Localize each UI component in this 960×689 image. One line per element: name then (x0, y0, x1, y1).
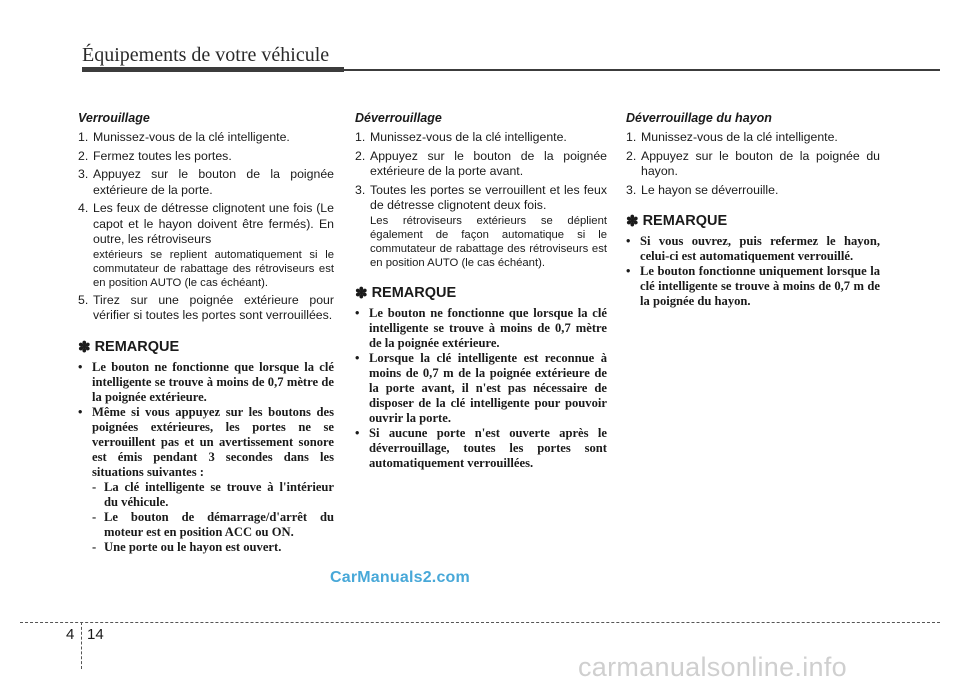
header-line (344, 69, 940, 71)
section-title: Verrouillage (78, 111, 150, 125)
section-title: Déverrouillage du hayon (626, 111, 772, 125)
asterisk-icon: ✽ (355, 284, 368, 302)
list-item: • Même si vous appuyez sur les boutons des poignées extérieures, les portes ne se verrouillent pas et un avertissement sonore est émis pendant 3 secondes dans les situations suivantes : - La clé intelligente se trouve à l'intérieur du véhicule. - Le bouton de démarrage/d'arrêt du moteur est en position ACC ou ON. - Une porte ou le hayon est ouvert. (78, 404, 334, 554)
footer-divider (20, 622, 940, 623)
list-item: 1. Munissez-vous de la clé intelligente. (78, 130, 290, 144)
remark-heading: ✽ REMARQUE (626, 213, 728, 230)
list-item: • Si vous ouvrez, puis refermez le hayon, celui-ci est automatiquement verrouillé. (626, 234, 880, 263)
list-item: 3. Appuyez sur le bouton de la poignée extérieure de la porte. (78, 167, 334, 197)
list-item: 3. Toutes les portes se verrouillent et les feux de détresse clignotent deux fois. Les rétroviseurs extérieurs se déplient également de façon automatique si le commutateur de rabattage des rétroviseurs est en position AUTO (le cas échéant). (355, 182, 607, 269)
steps-list (355, 130, 607, 270)
list-item: 1. Munissez-vous de la clé intelligente. (355, 130, 567, 144)
list-item: 3. Le hayon se déverrouille. (626, 182, 779, 197)
list-item: 1. Munissez-vous de la clé intelligente. (626, 130, 838, 144)
remark-list (355, 306, 607, 471)
watermark-text: carmanualsonline.info (578, 652, 847, 682)
sub-item: - Une porte ou le hayon est ouvert. (92, 539, 282, 554)
asterisk-icon: ✽ (78, 338, 91, 356)
header-bar (82, 67, 344, 72)
sub-item: - Le bouton de démarrage/d'arrêt du moteur est en position ACC ou ON. (92, 509, 334, 539)
steps-list (78, 130, 334, 324)
list-item: • Le bouton ne fonctionne que lorsque la clé intelligente se trouve à moins de 0,7 mètre de la poignée extérieure. (355, 305, 607, 350)
section-title: Déverrouillage (355, 111, 442, 125)
remark-heading: ✽ REMARQUE (78, 338, 180, 356)
remark-heading: ✽ REMARQUE (355, 284, 457, 302)
column-deverrouillage (355, 111, 607, 471)
column-deverrouillage-hayon (626, 111, 880, 309)
remark-list (626, 234, 880, 309)
header-title: Équipements de votre véhicule (82, 44, 330, 66)
list-item: • Le bouton ne fonctionne que lorsque la clé intelligente se trouve à moins de 0,7 mètre de la poignée extérieure. (78, 359, 334, 404)
watermark-link[interactable]: CarManuals2.com (330, 569, 470, 586)
remark-list (78, 360, 334, 555)
steps-list (626, 130, 880, 198)
list-item: 4. Les feux de détresse clignotent une fois (Le capot et le hayon doivent être fermés). En outre, les rétroviseurs extérieurs se replient automatiquement si le commutateur de rabattage des rétroviseurs est en position AUTO (le cas échéant). (78, 201, 334, 289)
footer-vertical-divider (81, 622, 82, 669)
chapter-number: 4 (66, 626, 75, 643)
page-number: 14 (87, 626, 104, 643)
list-item: 5. Tirez sur une poignée extérieure pour vérifier si toutes les portes sont verrouillées. (78, 292, 334, 322)
list-item: • Si aucune porte n'est ouverte après le déverrouillage, toutes les portes sont automatiquement verrouillées. (355, 425, 607, 470)
list-item: • Lorsque la clé intelligente est reconnue à moins de 0,7 m de la poignée extérieure de la porte avant, il n'est pas nécessaire de disposer de la clé intelligente pour pouvoir ouvrir la porte. (355, 350, 607, 425)
list-item: • Le bouton fonctionne uniquement lorsque la clé intelligente se trouve à moins de 0,7 m de la poignée du hayon. (626, 264, 880, 308)
column-verrouillage (78, 111, 334, 555)
asterisk-icon: ✽ (626, 213, 639, 230)
list-item: 2. Fermez toutes les portes. (78, 148, 232, 163)
sub-item: - La clé intelligente se trouve à l'intérieur du véhicule. (92, 479, 334, 509)
list-item: 2. Appuyez sur le bouton de la poignée extérieure de la porte avant. (355, 148, 607, 178)
list-item: 2. Appuyez sur le bouton de la poignée du hayon. (626, 148, 880, 178)
